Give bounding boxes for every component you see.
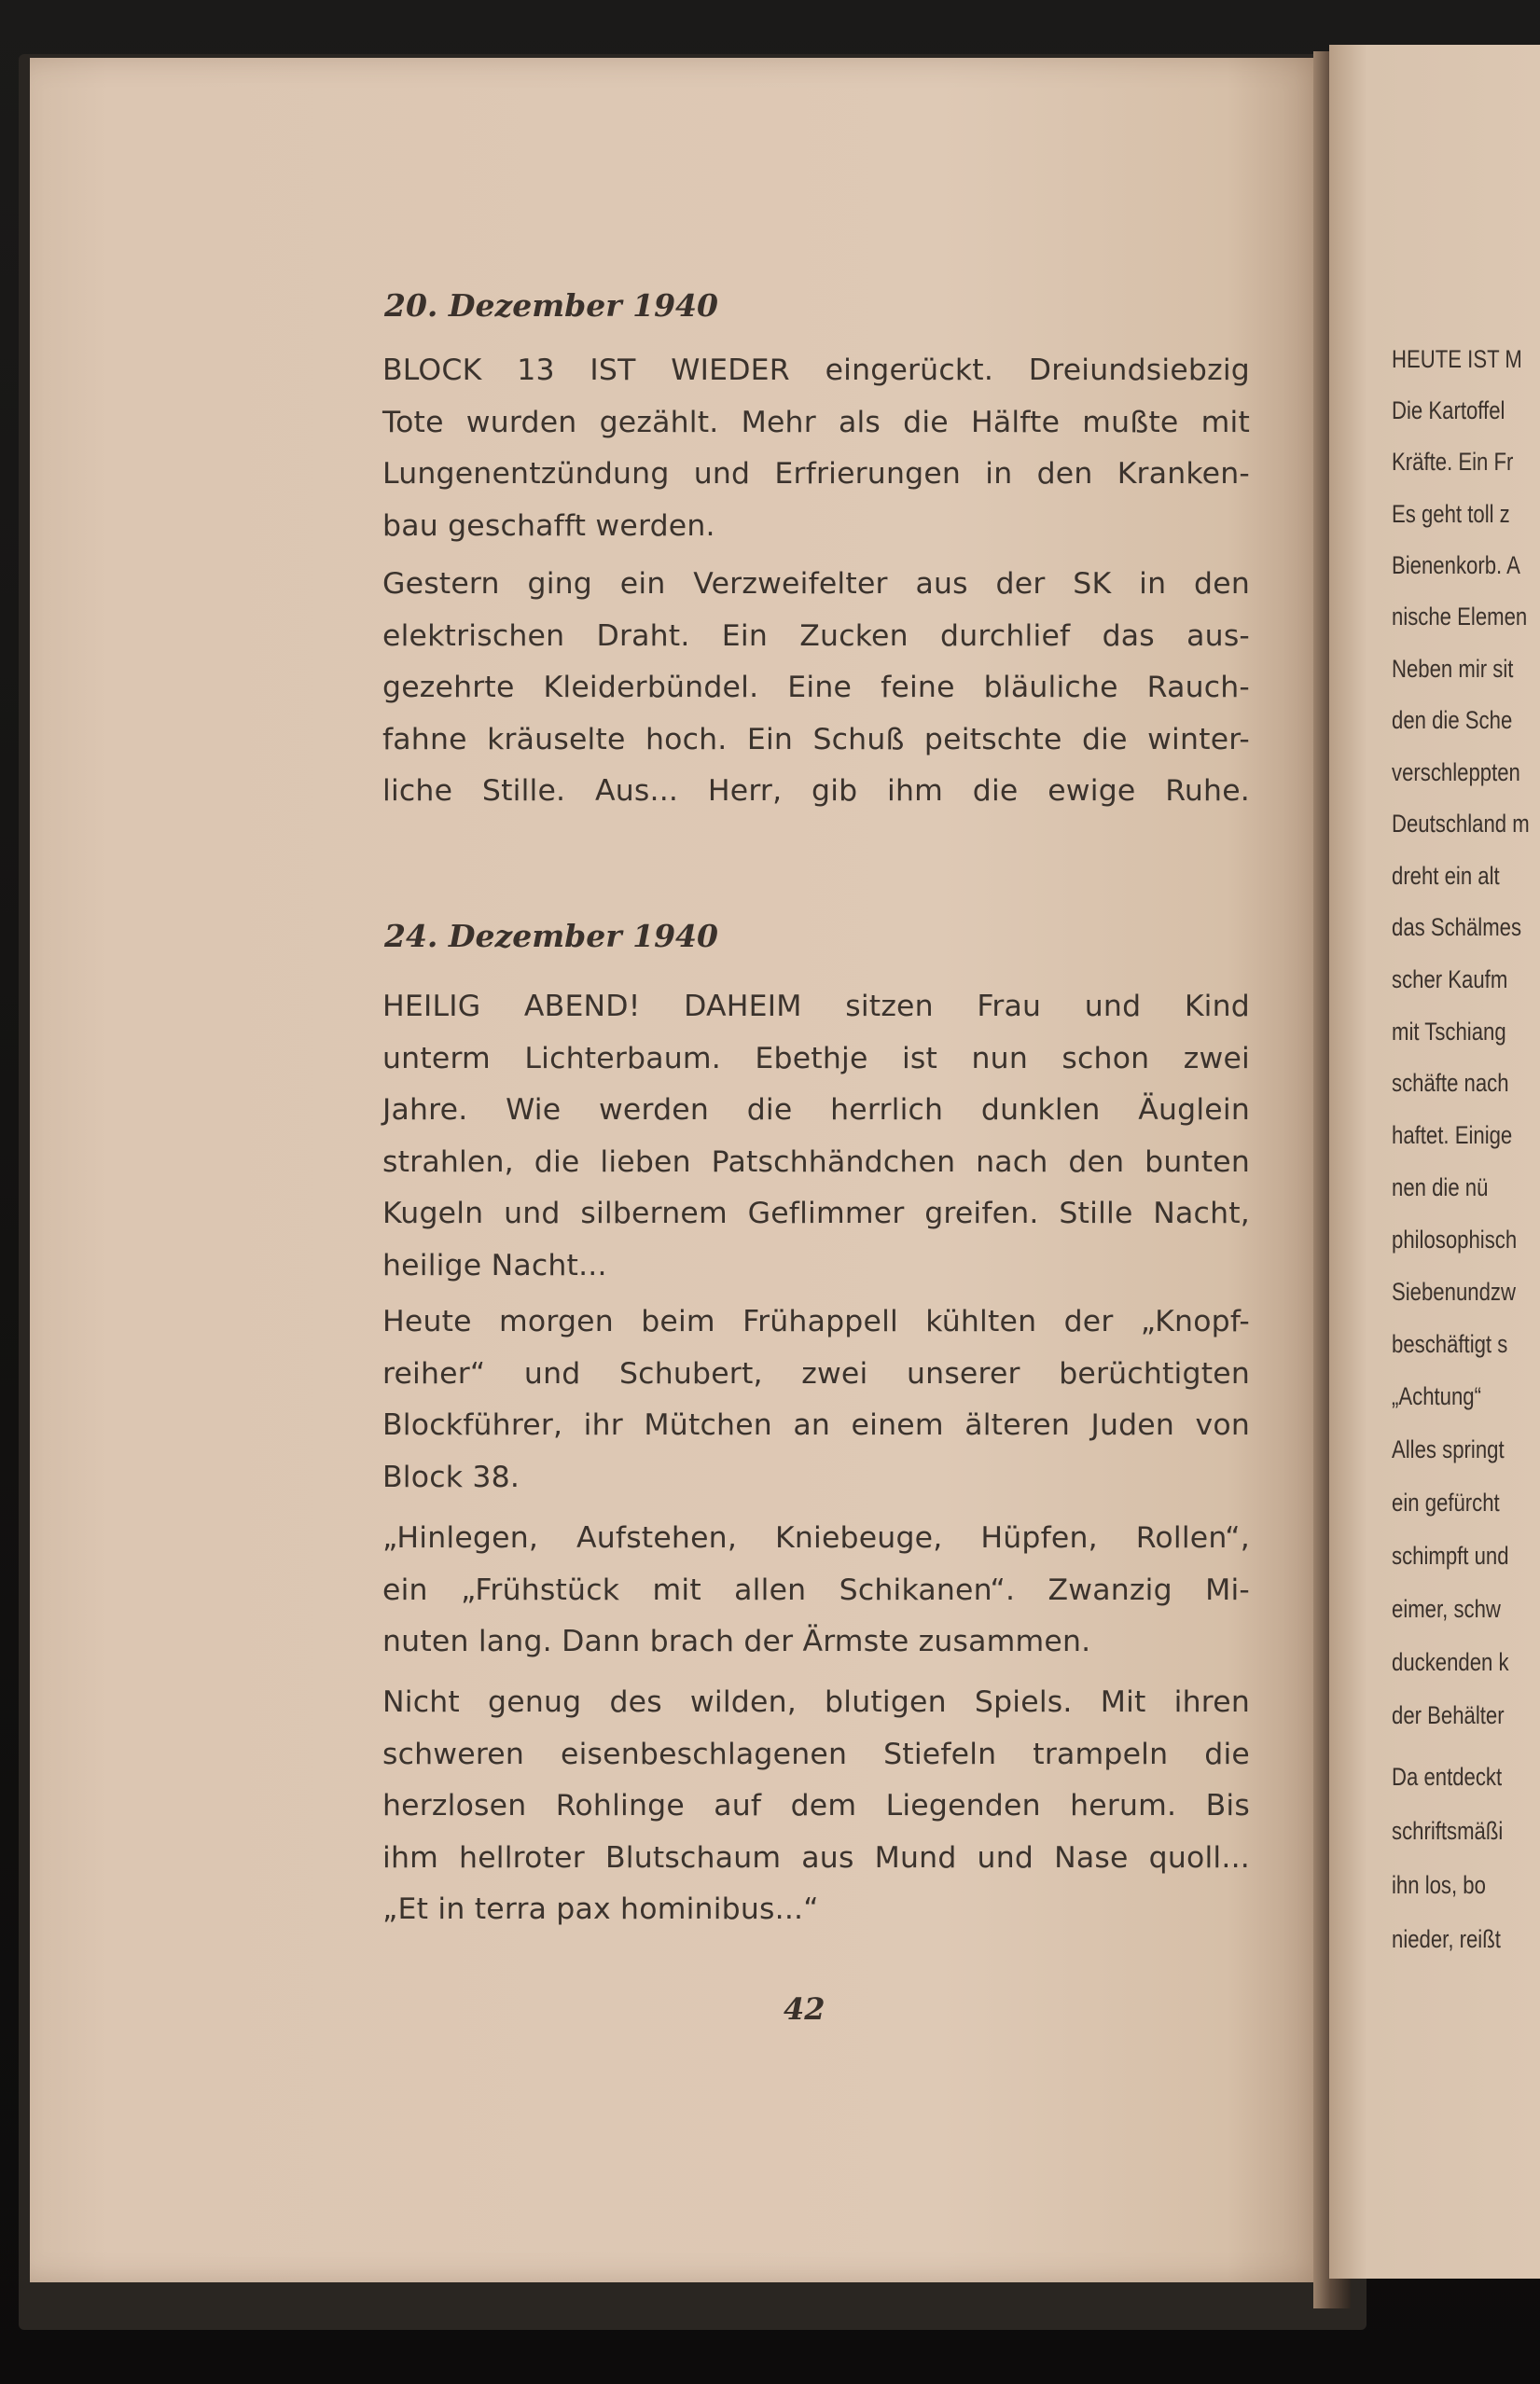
right-page-line: nen die nü xyxy=(1392,1173,1489,1201)
right-page-line: duckenden k xyxy=(1392,1648,1509,1676)
text-line: herzlosen Rohlinge auf dem Liegenden herum. Bis xyxy=(382,1789,1250,1823)
paragraph xyxy=(382,1296,1250,1504)
text-line: strahlen, die lieben Patschhändchen nach den bunten xyxy=(382,1144,1250,1179)
right-page-line: schäfte nach xyxy=(1392,1069,1509,1097)
right-page-line: Neben mir sit xyxy=(1392,655,1514,683)
right-page-line: Alles springt xyxy=(1392,1435,1505,1463)
text-line: Gestern ging ein Verzweifelter aus der SK in den xyxy=(382,567,1250,601)
text-line: Jahre. Wie werden die herrlich dunklen Äuglein xyxy=(382,1093,1250,1127)
text-line: „Et in terra pax hominibus...“ xyxy=(382,1892,819,1926)
right-page-line: scher Kaufm xyxy=(1392,965,1508,993)
text-line: Kugeln und silbernem Geflimmer greifen. Stille Nacht, xyxy=(382,1197,1250,1230)
text-line: unterm Lichterbaum. Ebethje ist nun schon zwei xyxy=(382,1041,1250,1075)
right-page-line: haftet. Einige xyxy=(1392,1121,1513,1149)
right-page-line: ihn los, bo xyxy=(1392,1871,1486,1899)
text-line: BLOCK 13 IST WIEDER eingerückt. Dreiundsiebzig xyxy=(382,353,1250,387)
page-number: 42 xyxy=(784,1991,825,2027)
text-line: heilige Nacht... xyxy=(382,1248,607,1282)
text-line: Tote wurden gezählt. Mehr als die Hälfte mußte mit xyxy=(382,405,1250,439)
right-page-line: der Behälter xyxy=(1392,1701,1505,1729)
text-line: Blockführer, ihr Mütchen an einem älteren Juden von xyxy=(382,1408,1250,1442)
paragraph xyxy=(382,1677,1250,1936)
right-page-line: mit Tschiang xyxy=(1392,1018,1506,1046)
right-page-line: schimpft und xyxy=(1392,1542,1509,1570)
paragraph xyxy=(382,345,1250,552)
right-page-line: den die Sche xyxy=(1392,706,1513,734)
right-page-line: Es geht toll z xyxy=(1392,500,1510,528)
text-line: ein „Frühstück mit allen Schikanen“. Zwanzig Mi- xyxy=(382,1573,1250,1607)
right-page-line: Deutschland m xyxy=(1392,810,1530,838)
right-page-line: eimer, schw xyxy=(1392,1595,1501,1623)
text-line: bau geschafft werden. xyxy=(382,508,715,543)
text-line: Heute morgen beim Frühappell kühlten der „Knopf- xyxy=(382,1305,1250,1338)
paragraph xyxy=(382,1513,1250,1669)
right-page-line: „Achtung“ xyxy=(1392,1382,1481,1410)
text-line: gezehrte Kleiderbündel. Eine feine bläuliche Rauch- xyxy=(382,671,1250,704)
right-page-line: Bienenkorb. A xyxy=(1392,551,1520,579)
right-page-line: nische Elemen xyxy=(1392,603,1528,631)
right-page-line: HEUTE IST M xyxy=(1392,345,1522,373)
right-page-line: ein gefürcht xyxy=(1392,1489,1500,1517)
right-page-line: dreht ein alt xyxy=(1392,862,1500,890)
entry-date: 20. Dezember 1940 xyxy=(384,287,718,324)
text-line: liche Stille. Aus... Herr, gib ihm die ewige Ruhe. xyxy=(382,774,1250,808)
paragraph xyxy=(382,981,1250,1292)
right-page-line: verschleppten xyxy=(1392,758,1520,786)
right-page-line: Siebenundzw xyxy=(1392,1278,1516,1306)
right-page-line: philosophisch xyxy=(1392,1226,1518,1254)
right-page-line: das Schälmes xyxy=(1392,913,1522,941)
right-page-line: Kräfte. Ein Fr xyxy=(1392,448,1514,476)
right-page-line: nieder, reißt xyxy=(1392,1925,1501,1953)
text-line: nuten lang. Dann brach der Ärmste zusammen. xyxy=(382,1625,1091,1658)
entry-date: 24. Dezember 1940 xyxy=(384,918,718,954)
right-page-line: Die Kartoffel xyxy=(1392,396,1505,424)
text-line: „Hinlegen, Aufstehen, Kniebeuge, Hüpfen, Rollen“, xyxy=(382,1521,1250,1555)
right-page-line: Da entdeckt xyxy=(1392,1763,1503,1791)
text-line: schweren eisenbeschlagenen Stiefeln trampeln die xyxy=(382,1737,1250,1771)
text-line: ihm hellroter Blutschaum aus Mund und Nase quoll... xyxy=(382,1840,1250,1875)
right-page-line: schriftsmäßi xyxy=(1392,1817,1504,1845)
text-line: Block 38. xyxy=(382,1460,520,1494)
right-page-line: beschäftigt s xyxy=(1392,1330,1508,1358)
text-line: reiher“ und Schubert, zwei unserer berüchtigten xyxy=(382,1356,1250,1391)
text-line: fahne kräuselte hoch. Ein Schuß peitschte die winter- xyxy=(382,722,1250,756)
text-line: Lungenentzündung und Erfrierungen in den Kranken- xyxy=(382,457,1250,491)
text-line: Nicht genug des wilden, blutigen Spiels. Mit ihren xyxy=(382,1685,1250,1719)
text-line: elektrischen Draht. Ein Zucken durchlief das aus- xyxy=(382,618,1250,653)
paragraph xyxy=(382,559,1250,818)
text-line: HEILIG ABEND! DAHEIM sitzen Frau und Kind xyxy=(382,990,1250,1023)
